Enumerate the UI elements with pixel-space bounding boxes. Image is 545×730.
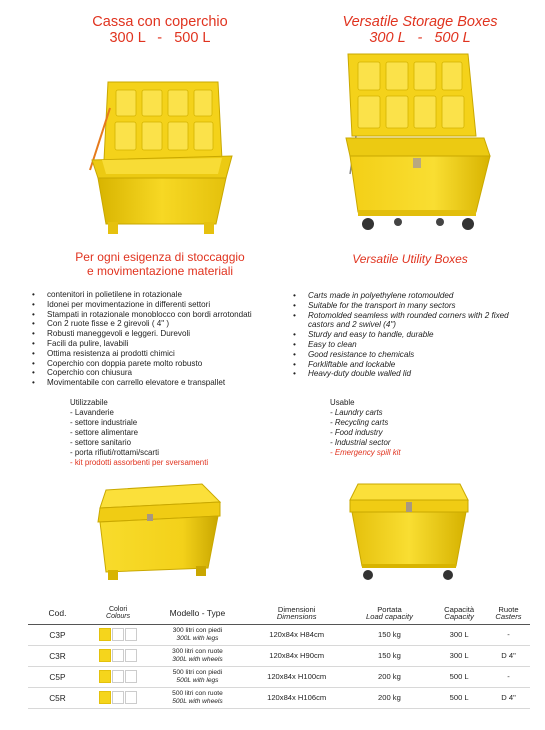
cell-dimensions: 120x84x H106cm: [246, 687, 348, 708]
italian-title: [60, 14, 260, 46]
header-colori-label: Colori: [108, 605, 128, 613]
header-casters-label: Casters: [495, 612, 522, 622]
blank-swatch: [112, 628, 124, 641]
table-row: [28, 666, 530, 687]
list-item: • Con 2 ruote fisse e 2 girevoli ( 4" ): [32, 319, 300, 329]
table-row: [28, 687, 530, 708]
model-it: 500 litri con piedi: [172, 669, 223, 677]
cell-model: [149, 666, 246, 687]
list-item: • Ottima resistenza ai prodotti chimici: [32, 349, 300, 359]
list-item: • Coperchio con doppia parete molto robusto: [32, 359, 300, 369]
cell-code: C5R: [28, 687, 87, 708]
yellow-swatch: [99, 628, 111, 641]
product-photo-closed-box-wheels: [344, 478, 474, 583]
list-item: • Good resistance to chemicals: [293, 350, 528, 360]
list-item: • Forkliftable and lockable: [293, 360, 528, 370]
cell-code: C3P: [28, 624, 87, 645]
blank-swatch: [112, 691, 124, 704]
cell-casters: -: [487, 666, 530, 687]
english-title: [300, 14, 540, 46]
list-item-highlight: - Emergency spill kit: [330, 448, 401, 457]
model-en: 300L with wheels: [172, 655, 223, 663]
list-item: - Lavanderie: [70, 408, 114, 417]
list-item: - settore alimentare: [70, 428, 138, 437]
cell-code: C5P: [28, 666, 87, 687]
cell-model: [149, 687, 246, 708]
cell-load: 150 kg: [348, 645, 432, 666]
yellow-swatch: [99, 649, 111, 662]
product-photo-open-box-wheels: [328, 44, 508, 239]
italian-subheading-line1: Per ogni esigenza di stoccaggio: [75, 250, 245, 264]
english-title-line1: Versatile Storage Boxes: [342, 14, 498, 30]
yellow-swatch: [99, 670, 111, 683]
model-it: 300 litri con piedi: [172, 627, 223, 635]
list-item: • Facili da pulire, lavabili: [32, 339, 300, 349]
yellow-swatch: [99, 691, 111, 704]
cell-colour-swatches: [87, 645, 149, 666]
table-row: [28, 645, 530, 666]
list-item: • Heavy-duty double walled lid: [293, 369, 528, 379]
table-header-row: [28, 603, 530, 624]
usage-heading: Utilizzabile: [70, 398, 108, 407]
english-title-line2: 300 L - 500 L: [369, 30, 471, 46]
header-load-label: Load capacity: [366, 612, 413, 622]
list-item: • contenitori in polietilene in rotazionale: [32, 290, 300, 300]
list-item: • Carts made in polyethylene rotomoulded: [293, 291, 528, 301]
blank-swatch: [125, 691, 137, 704]
italian-title-line1: Cassa con coperchio: [92, 14, 228, 30]
blank-swatch: [125, 649, 137, 662]
list-item: • Movimentabile con carrello elevatore e transpallet: [32, 378, 300, 388]
cell-dimensions: 120x84x H100cm: [246, 666, 348, 687]
cell-capacity: 500 L: [431, 687, 487, 708]
cell-model: [149, 624, 246, 645]
cell-casters: -: [487, 624, 530, 645]
header-cod: Cod.: [28, 603, 87, 624]
header-colours: [87, 603, 149, 624]
header-ruote-label: Ruote: [498, 604, 519, 614]
blank-swatch: [112, 649, 124, 662]
list-item: • Idonei per movimentazione in differenti settori: [32, 300, 300, 310]
header-capacity-label: Capacity: [444, 612, 474, 622]
list-item-highlight: - kit prodotti assorbenti per sversamenti: [70, 458, 209, 467]
blank-swatch: [112, 670, 124, 683]
list-item: - Food industry: [330, 428, 383, 437]
specifications-table: [28, 603, 530, 709]
header-casters: [487, 603, 530, 624]
list-item: - porta rifiuti/rottami/scarti: [70, 448, 160, 457]
cell-colour-swatches: [87, 666, 149, 687]
model-en: 500L with legs: [176, 676, 219, 684]
list-item: - settore industriale: [70, 418, 138, 427]
header-dimensions: [246, 603, 348, 624]
product-photo-closed-box-legs: [92, 482, 227, 582]
english-feature-list: [293, 291, 528, 379]
header-capacita-label: Capacità: [444, 604, 475, 614]
product-photo-open-box-legs: [80, 48, 250, 238]
cell-model: [149, 645, 246, 666]
blank-swatch: [125, 670, 137, 683]
cell-capacity: 300 L: [431, 624, 487, 645]
italian-feature-list: [32, 290, 300, 388]
italian-title-line2: 300 L - 500 L: [109, 30, 211, 46]
english-subheading: Versatile Utility Boxes: [352, 252, 468, 266]
cell-casters: D 4": [487, 687, 530, 708]
list-item: • Robusti maneggevoli e leggeri. Durevoli: [32, 329, 300, 339]
cell-load: 150 kg: [348, 624, 432, 645]
header-capacity: [431, 603, 487, 624]
model-en: 300L with legs: [176, 634, 219, 642]
header-portata-label: Portata: [377, 604, 402, 614]
model-it: 300 litri con ruote: [172, 648, 223, 656]
list-item: • Stampati in rotazionale monoblocco con bordi arrotondati: [32, 310, 300, 320]
list-item: • Easy to clean: [293, 340, 528, 350]
header-dimensioni-label: Dimensioni: [277, 604, 316, 614]
header-model: Modello - Type: [149, 603, 246, 624]
header-load: [348, 603, 432, 624]
list-item: - Recycling carts: [330, 418, 389, 427]
italian-subheading: [40, 250, 280, 278]
list-item: • Suitable for the transport in many sectors: [293, 301, 528, 311]
cell-load: 200 kg: [348, 687, 432, 708]
blank-swatch: [125, 628, 137, 641]
model-en: 500L with wheels: [172, 697, 223, 705]
list-item: - Industrial sector: [330, 438, 391, 447]
list-item: • Sturdy and easy to handle, durable: [293, 330, 528, 340]
header-colours-label: Colours: [106, 613, 131, 621]
table-row: [28, 624, 530, 645]
english-usage-list: [330, 398, 530, 458]
cell-casters: D 4": [487, 645, 530, 666]
list-item: - settore sanitario: [70, 438, 131, 447]
italian-subheading-line2: e movimentazione materiali: [86, 264, 234, 278]
cell-dimensions: 120x84x H84cm: [246, 624, 348, 645]
list-item: • Coperchio con chiusura: [32, 368, 300, 378]
italian-usage-list: [70, 398, 270, 468]
cell-dimensions: 120x84x H90cm: [246, 645, 348, 666]
model-it: 500 litri con ruote: [172, 690, 223, 698]
cell-load: 200 kg: [348, 666, 432, 687]
usage-heading: Usable: [330, 398, 355, 407]
list-item: - Laundry carts: [330, 408, 383, 417]
cell-code: C3R: [28, 645, 87, 666]
cell-colour-swatches: [87, 687, 149, 708]
list-item: • Rotomolded seamless with rounded corners with 2 fixed castors and 2 swivel (4"): [293, 311, 528, 331]
cell-capacity: 500 L: [431, 666, 487, 687]
cell-colour-swatches: [87, 624, 149, 645]
cell-capacity: 300 L: [431, 645, 487, 666]
header-dimensions-label: Dimensions: [276, 612, 317, 622]
